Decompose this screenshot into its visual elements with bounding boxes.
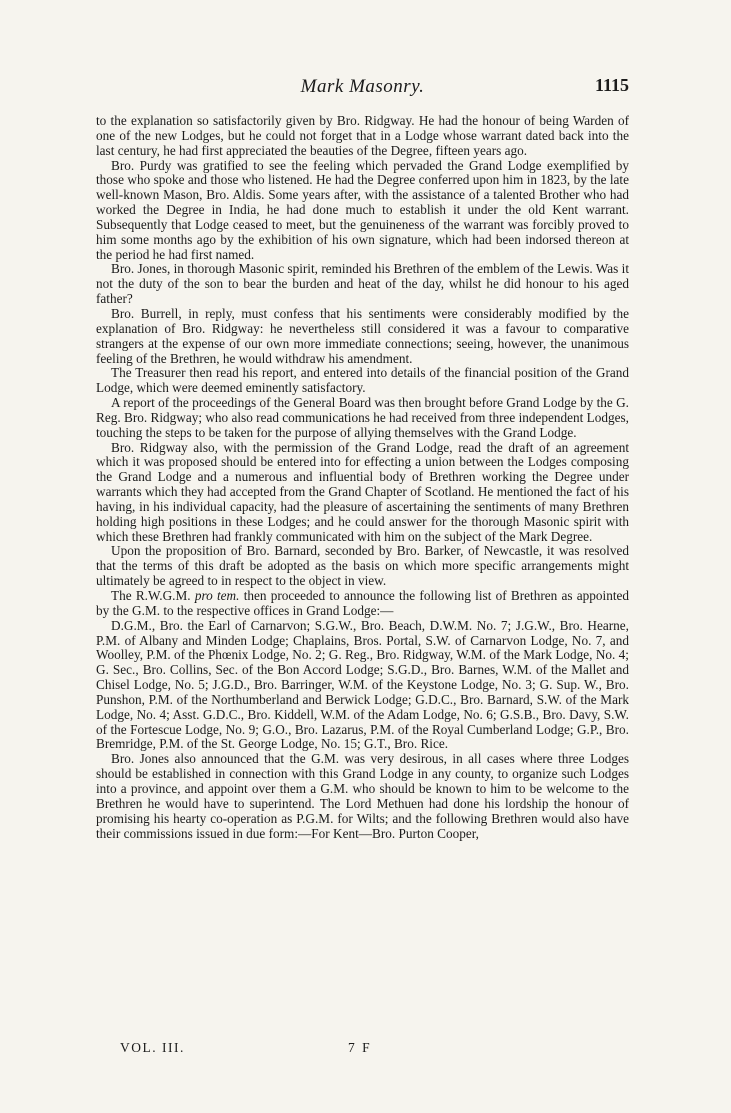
appointments-rest: then proceeded to announce the following list of Brethren as appointed by the G.M. to the respective offices in Grand Lodge:— xyxy=(96,588,629,618)
paragraph-4: Bro. Burrell, in reply, must confess that his sentiments were considerably modified by the explanation of Bro. Ridgway: he nevertheless still considered it was a favour to comparative strangers at the expense of our own more immediate connections; seeing, however, the unanimous feeling of the Brethren, he would withdraw his amendment. xyxy=(96,305,629,366)
body-text xyxy=(96,114,629,1040)
appointments-lead: The R.W.G.M. xyxy=(111,588,191,603)
paragraph-2: Bro. Purdy was gratified to see the feeling which pervaded the Grand Lodge exemplified by those who spoke and those who listened. He had the Degree conferred upon him in 1823, by the late well-known Mason, Bro. Aldis. Some years after, with the assistance of a talented Brother who had worked the Degree in India, he had done much to establish it under the old Kent warrant. Subsequently that Lodge ceased to meet, but the genuineness of the warrant was forcibly proved to him some months ago by the exhibition of his own signature, which had been indorsed thereon at the period he had first named. xyxy=(96,157,629,262)
page-number: 1115 xyxy=(594,75,629,95)
appointments-list: D.G.M., Bro. the Earl of Carnarvon; S.G.W., Bro. Beach, D.W.M. No. 7; J.G.W., Bro. Hearne, P.M. of Albany and Minden Lodge; Chaplains, Bros. Portal, S.W. of Carnarvon Lodge, No. 7, and Woolley, P.M. of the Phœnix Lodge, No. 2; G. Reg., Bro. Ridgway, W.M. of the Mark Lodge, No. 4; G. Sec., Bro. Collins, Sec. of the Bon Accord Lodge; S.G.D., Bro. Barnes, W.M. of the Mallet and Chisel Lodge, No. 5; J.G.D., Bro. Barringer, W.M. of the Keystone Lodge, No. 3; G. Sup. W., Bro. Punshon, P.M. of the Northumberland and Berwick Lodge; G.D.C., Bro. Barnard, S.W. of the Mark Lodge, No. 4; Asst. G.D.C., Bro. Kiddell, W.M. of the Adam Lodge, No. 6; G.S.B., Bro. Davy, S.W. of the Fortescue Lodge, No. 9; G.O., Bro. Lazarus, P.M. of the Royal Cumberland Lodge; G.P., Bro. Bremridge, P.M. of the St. George Lodge, No. 15; G.T., Bro. Rice. xyxy=(96,617,629,752)
pro-tem-italic: pro tem. xyxy=(194,588,240,603)
paragraph-6: A report of the proceedings of the General Board was then brought before Grand Lodge by the G. Reg. Bro. Ridgway; who also read communications he had received from three independent Lodges, touching the steps to be taken for the purpose of allying themselves with the Grand Lodge. xyxy=(96,395,629,440)
running-title: Mark Masonry. xyxy=(300,76,425,97)
page-header xyxy=(96,76,629,102)
volume-label: VOL. III. xyxy=(120,1040,185,1055)
page-footer xyxy=(120,1040,629,1060)
closing-paragraph: Bro. Jones also announced that the G.M. was very desirous, in all cases where three Lodges should be established in connection with this Grand Lodge in any county, to organize such Lodges into a province, and appoint over them a G.M. who should be known to him to be welcome to the Brethren he would have to superintend. The Lord Methuen had done his lordship the honour of promising his hearty co-operation as P.G.M. for Wilts; and the following Brethren would also have their commissions issued in due form:—For Kent—Bro. Purton Cooper, xyxy=(96,751,629,841)
paragraph-7: Bro. Ridgway also, with the permission of the Grand Lodge, read the draft of an agreement which it was proposed should be entered into for effecting a union between the Lodges composing the Grand Lodge and a numerous and influential body of Brethren working the Degree under warrants which they had accepted from the Grand Chapter of Scotland. He mentioned the fact of his having, in his individual capacity, had the pleasure of ascertaining the sentiments of many Brethren holding high positions in these Lodges; and he could answer for the thorough Masonic spirit with which these Brethren had frankly communicated with him on the subject of the Mark Degree. xyxy=(96,439,629,544)
appointments-intro xyxy=(96,589,629,619)
paragraph-3: Bro. Jones, in thorough Masonic spirit, reminded his Brethren of the emblem of the Lewis. Was it not the duty of the son to bear the burden and heat of the day, whilst he did honour to his aged father? xyxy=(96,261,629,307)
signature-mark: 7 F xyxy=(348,1040,372,1055)
paragraph-5: The Treasurer then read his report, and entered into details of the financial position of the Grand Lodge, which were deemed eminently satisfactory. xyxy=(96,365,629,396)
paragraph-8: Upon the proposition of Bro. Barnard, seconded by Bro. Barker, of Newcastle, it was resolved that the terms of this draft be adopted as the basis on which more specific arrangements might ultimately be agreed to in respect to the object in view. xyxy=(96,543,629,589)
paragraph-1: to the explanation so satisfactorily given by Bro. Ridgway. He had the honour of being Warden of one of the new Lodges, but he could not forget that in a Lodge whose warrant dated back into the last century, he had first appreciated the beauties of the Degree, fifteen years ago. xyxy=(96,114,629,158)
